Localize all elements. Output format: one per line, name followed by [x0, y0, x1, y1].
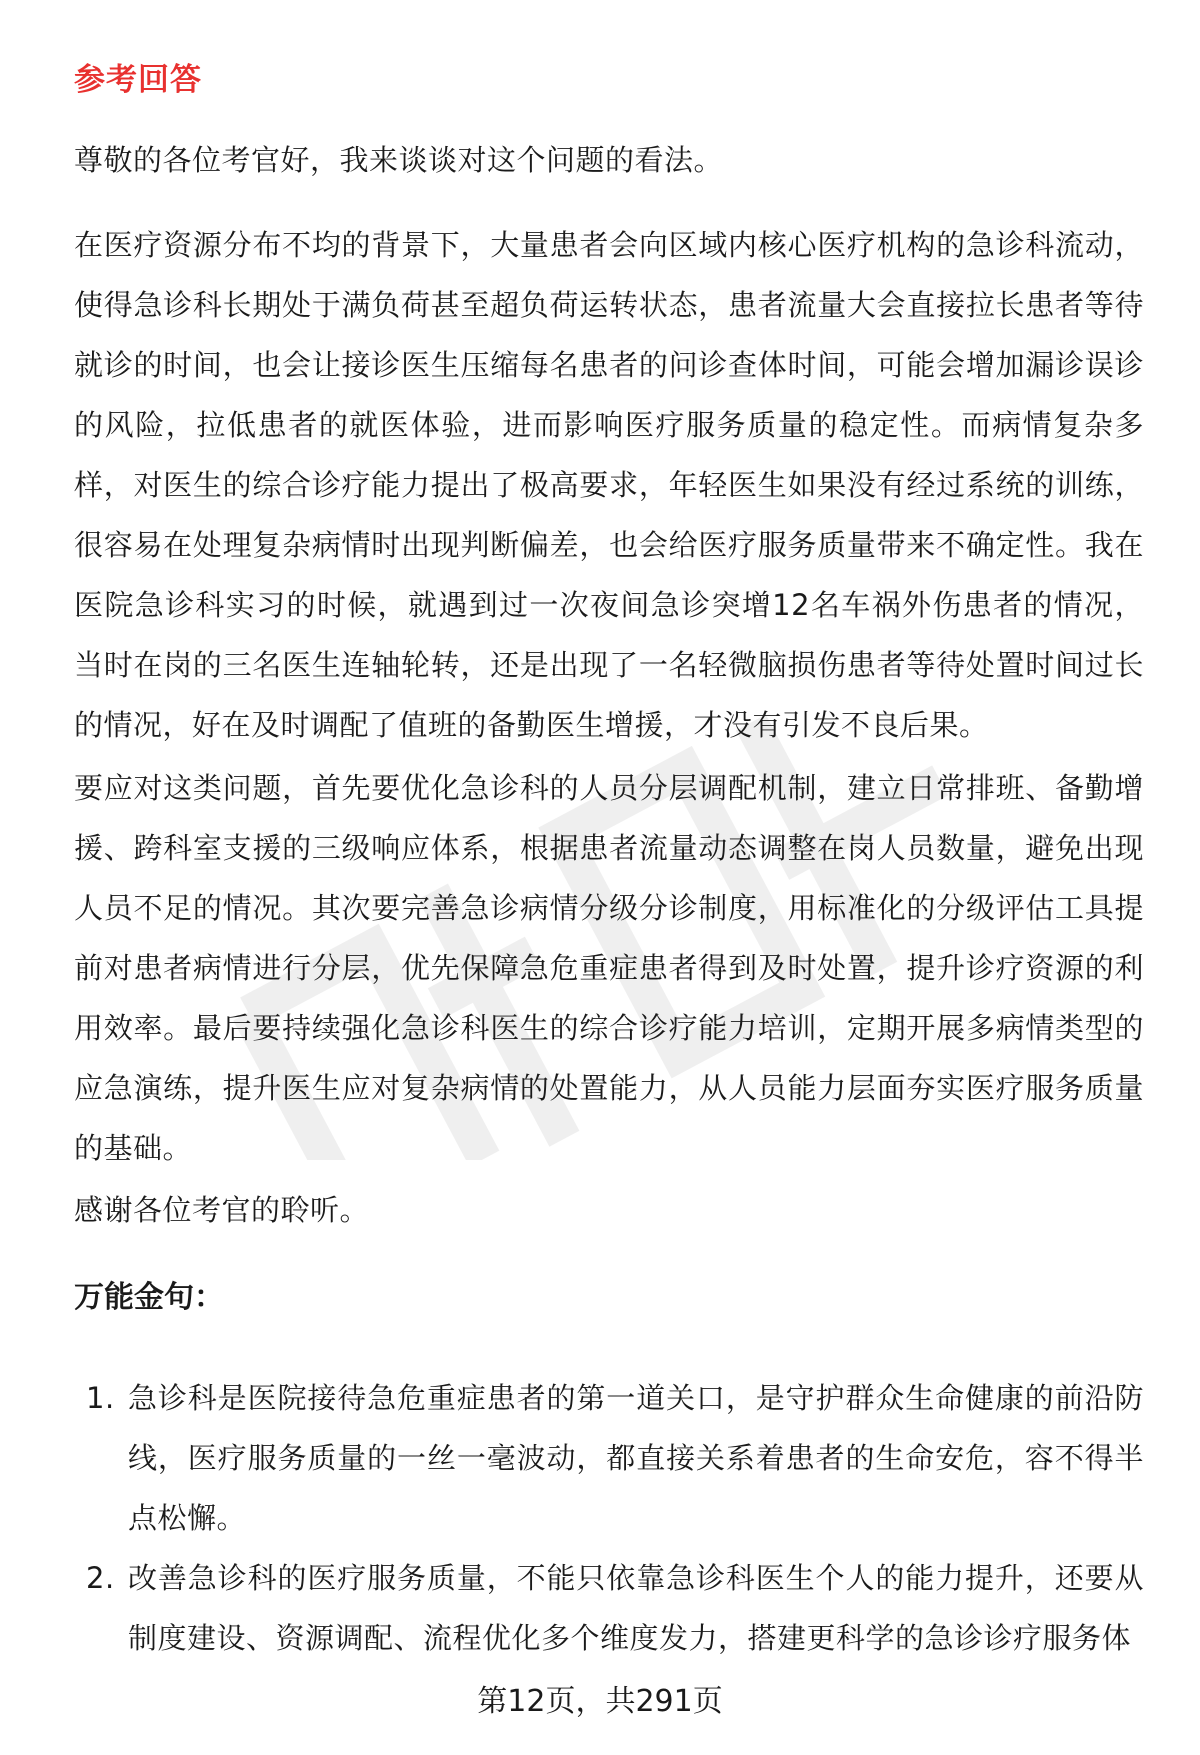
section-title-golden-sentences: 万能金句：	[74, 1280, 224, 1315]
golden-sentences-list	[74, 1368, 1144, 1668]
page-number: 第12页，共291页	[477, 1684, 723, 1719]
section-title-reference-answer: 参考回答	[74, 62, 202, 98]
list-item	[74, 1548, 1144, 1668]
list-item	[74, 1368, 1144, 1548]
list-item-number: 2.	[86, 1561, 115, 1595]
analysis-paragraph: 在医疗资源分布不均的背景下，大量患者会向区域内核心医疗机构的急诊科流动，使得急诊科长期处于满负荷甚至超负荷运转状态，患者流量大会直接拉长患者等待就诊的时间，也会让接诊医生压缩每名患者的问诊查体时间，可能会增加漏诊误诊的风险，拉低患者的就医体验，进而影响医疗服务质量的稳定性。而病情复杂多样，对医生的综合诊疗能力提出了极高要求，年轻医生如果没有经过系统的训练，很容易在处理复杂病情时出现判断偏差，也会给医疗服务质量带来不确定性。我在医院急诊科实习的时候，就遇到过一次夜间急诊突增12名车祸外伤患者的情况，当时在岗的三名医生连轴轮转，还是出现了一名轻微脑损伤患者等待处置时间过长的情况，好在及时调配了值班的备勤医生增援，才没有引发不良后果。	[74, 228, 1144, 742]
list-item-text: 急诊科是医院接待急危重症患者的第一道关口，是守护群众生命健康的前沿防线，医疗服务质量的一丝一毫波动，都直接关系着患者的生命安危，容不得半点松懈。	[128, 1381, 1144, 1535]
list-item-number: 1.	[86, 1381, 115, 1415]
greeting-paragraph: 尊敬的各位考官好，我来谈谈对这个问题的看法。	[74, 143, 724, 177]
measures-paragraph: 要应对这类问题，首先要优化急诊科的人员分层调配机制，建立日常排班、备勤增援、跨科室支援的三级响应体系，根据患者流量动态调整在岗人员数量，避免出现人员不足的情况。其次要完善急诊病情分级分诊制度，用标准化的分级评估工具提前对患者病情进行分层，优先保障急危重症患者得到及时处置，提升诊疗资源的利用效率。最后要持续强化急诊科医生的综合诊疗能力培训，定期开展多病情类型的应急演练，提升医生应对复杂病情的处置能力，从人员能力层面夯实医疗服务质量的基础。	[74, 771, 1144, 1165]
closing-paragraph: 感谢各位考官的聆听。	[74, 1193, 370, 1227]
list-item-text: 改善急诊科的医疗服务质量，不能只依靠急诊科医生个人的能力提升，还要从制度建设、资源调配、流程优化多个维度发力，搭建更科学的急诊诊疗服务体	[128, 1561, 1144, 1655]
